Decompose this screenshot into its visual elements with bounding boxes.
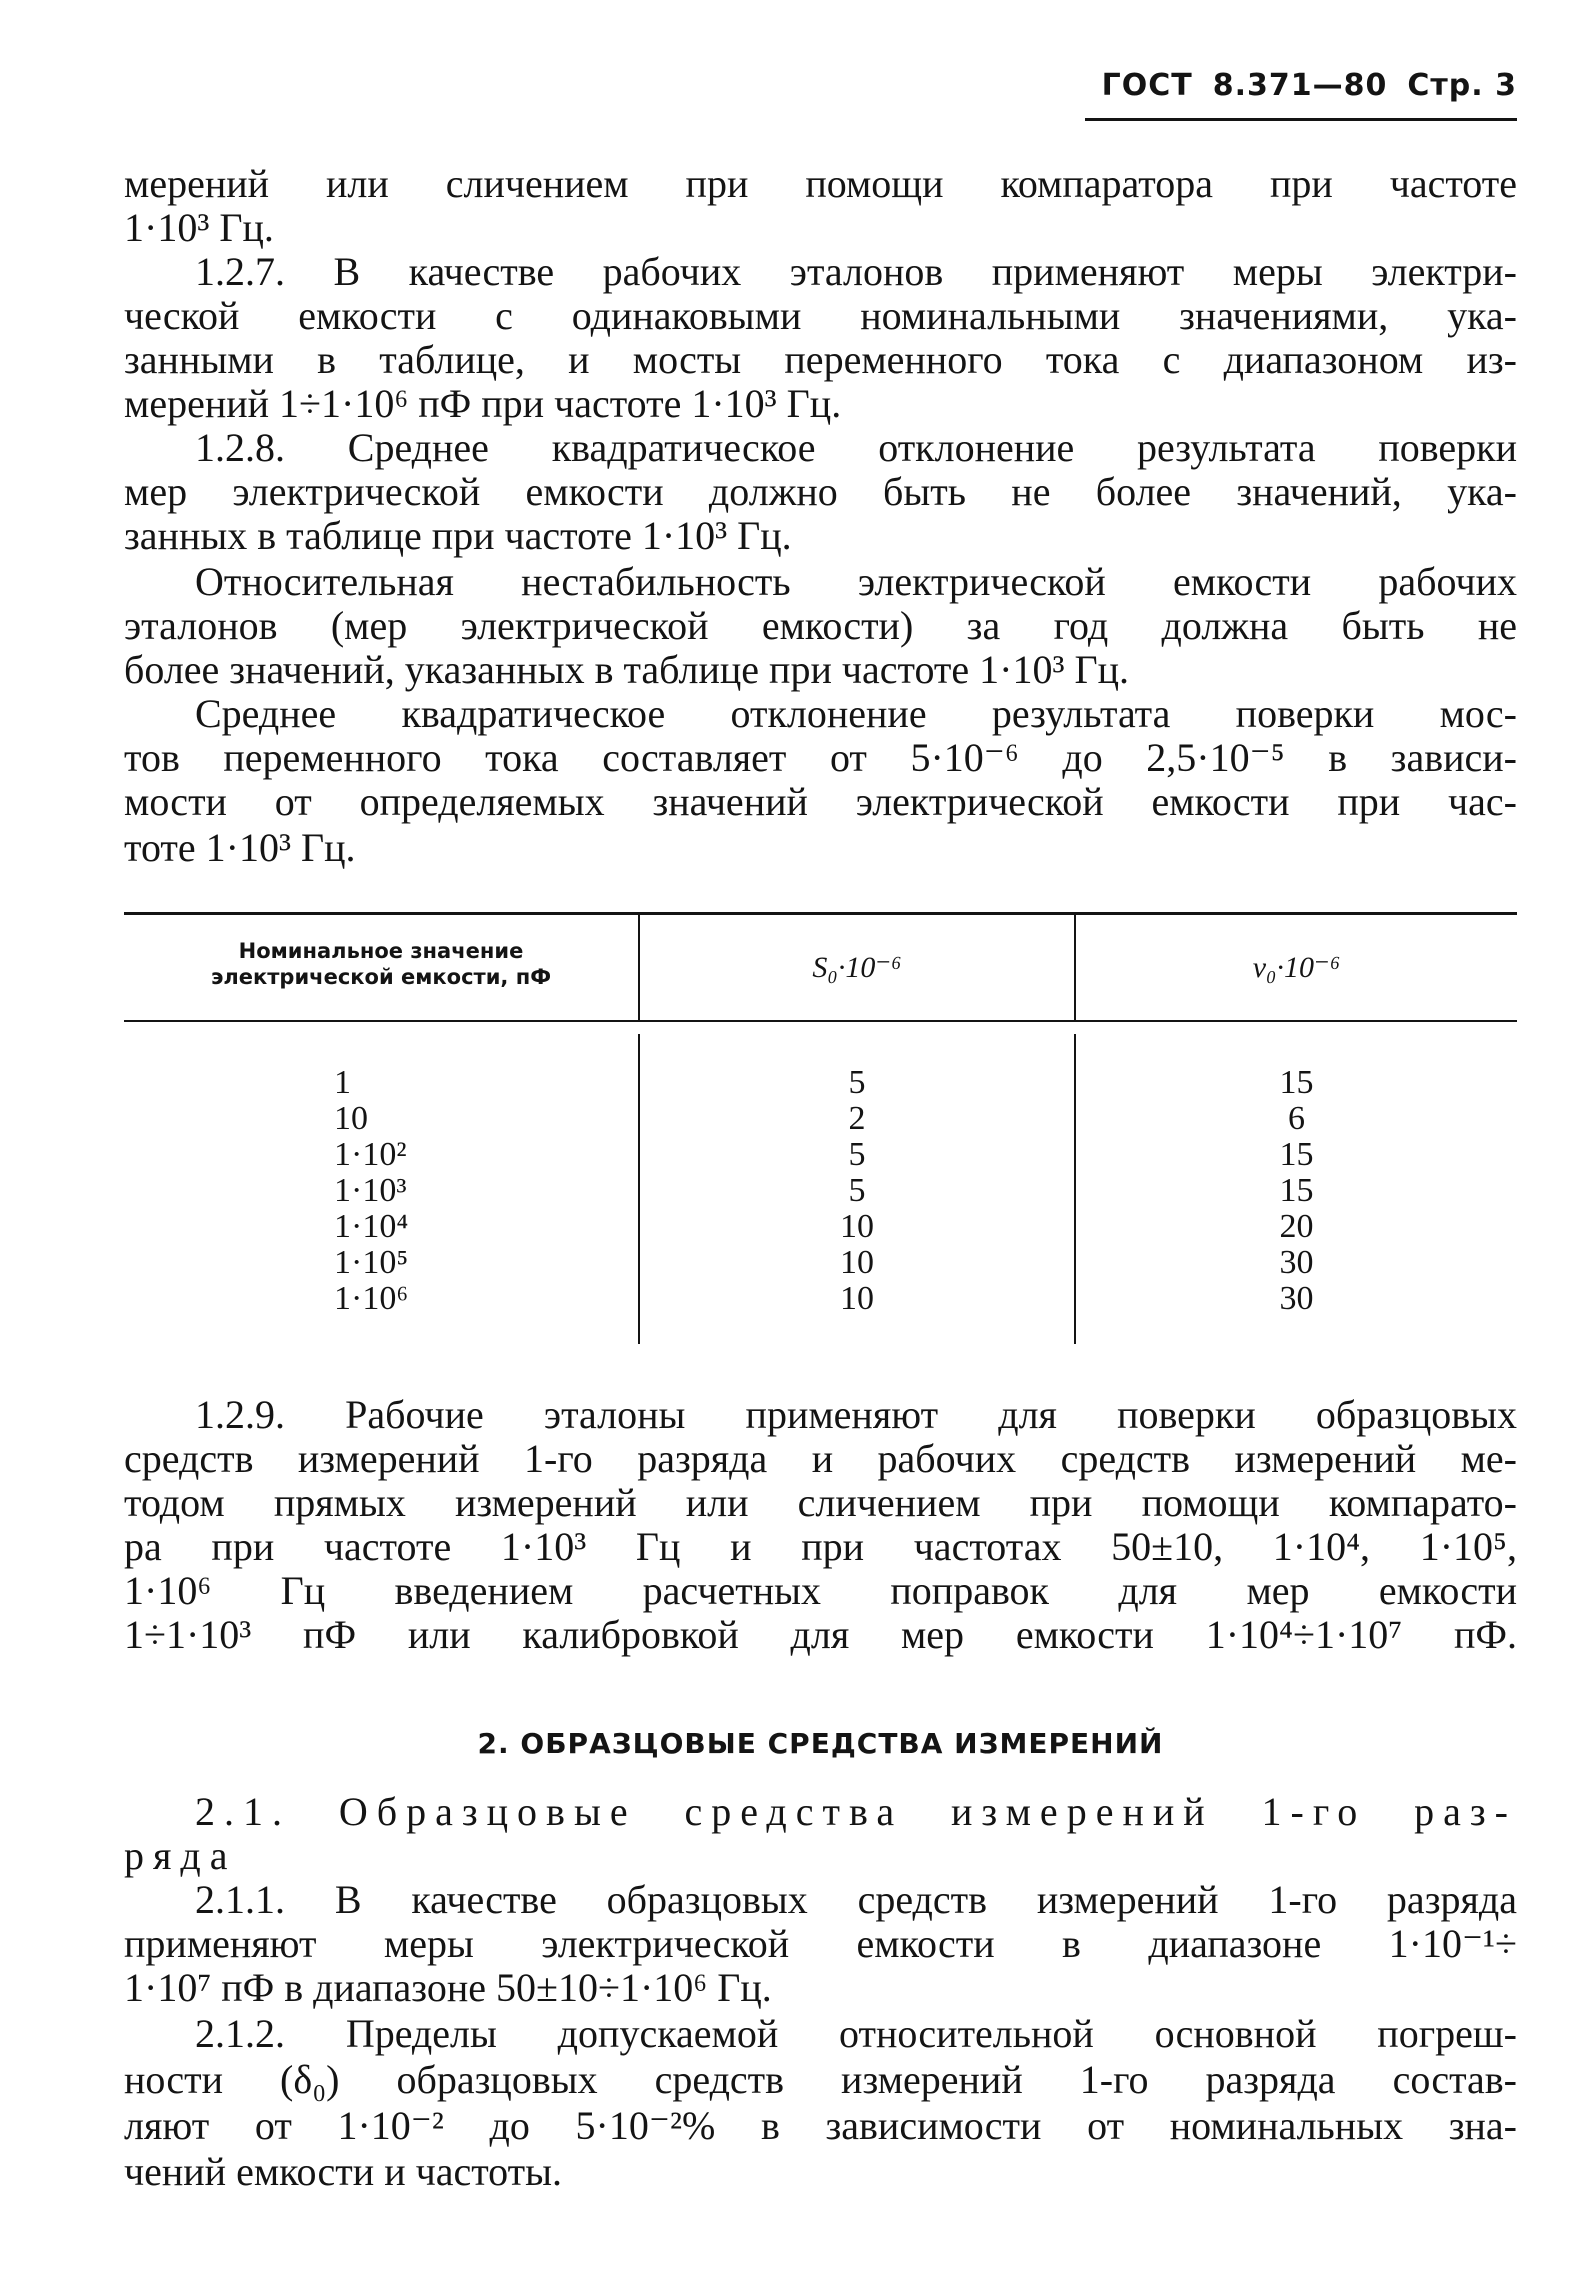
text-line: ности (δ₀) образцовых средств измерений 1-го разряда состав- — [124, 2057, 1517, 2102]
table-top-rule — [124, 912, 1517, 915]
table-cell: 1·10⁵ — [334, 1244, 409, 1281]
table-column-nu0 — [1076, 1065, 1517, 1317]
table-cell: 30 — [1279, 1244, 1314, 1281]
table-cell: 10 — [840, 1280, 874, 1317]
header-page-number: Стр. 3 — [1407, 68, 1517, 103]
text-line: мости от определяемых значений электрической емкости при час- — [124, 779, 1517, 824]
text-line: Относительная нестабильность электрической емкости рабочих — [195, 559, 1517, 604]
table-cell: 15 — [1279, 1136, 1314, 1173]
text-line: более значений, указанных в таблице при частоте 1·10³ Гц. — [124, 647, 1129, 692]
table-header-rule — [124, 1020, 1517, 1022]
text-line: 1÷1·10³ пФ или калибровкой для мер емкости 1·10⁴÷1·10⁷ пФ. — [124, 1612, 1517, 1657]
table-header-nu0: ν₀·10⁻⁶ — [1252, 951, 1341, 984]
table-column-nominal — [334, 1065, 614, 1317]
text-line: 1·10⁷ пФ в диапазоне 50±10÷1·10⁶ Гц. — [124, 1965, 772, 2010]
table-cell: 1·10² — [334, 1136, 407, 1173]
text-line: Среднее квадратическое отклонение результата поверки мос- — [195, 691, 1517, 736]
paragraph-2-1-2: 2.1.2. Пределы допускаемой относительной основной погреш- — [195, 2011, 1517, 2056]
table-cell: 5 — [848, 1172, 866, 1209]
table-cell: 10 — [840, 1244, 874, 1281]
text-line: 1·10³ Гц. — [124, 205, 274, 250]
paragraph-1-2-9: 1.2.9. Рабочие эталоны применяют для поверки образцовых — [195, 1392, 1517, 1437]
table-cell: 2 — [848, 1100, 866, 1137]
table-cell: 5 — [848, 1064, 866, 1101]
paragraph-1-2-7: 1.2.7. В качестве рабочих эталонов применяют меры электри- — [195, 249, 1517, 294]
table-cell: 1·10⁴ — [334, 1208, 409, 1245]
table-cell: 15 — [1279, 1064, 1314, 1101]
header-standard: ГОСТ — [1101, 68, 1193, 103]
page-header — [1085, 68, 1517, 103]
header-number: 8.371—80 — [1212, 68, 1388, 103]
text-line: тов переменного тока составляет от 5·10⁻⁶ до 2,5·10⁻⁵ в зависи- — [124, 735, 1517, 780]
text-line: 1·10⁶ Гц введением расчетных поправок для мер емкости — [124, 1568, 1517, 1613]
table-cell: 30 — [1279, 1280, 1314, 1317]
header-rule — [1085, 118, 1517, 121]
paragraph-1-2-8: 1.2.8. Среднее квадратическое отклонение результата поверки — [195, 425, 1517, 470]
table-cell: 10 — [840, 1208, 874, 1245]
table-cell: 15 — [1279, 1172, 1314, 1209]
text-line: мер электрической емкости должно быть не более значений, ука- — [124, 469, 1517, 514]
text-line: ляют от 1·10⁻² до 5·10⁻²% в зависимости от номинальных зна- — [124, 2103, 1517, 2148]
text-line: мерений 1÷1·10⁶ пФ при частоте 1·10³ Гц. — [124, 381, 842, 426]
text-line: занными в таблице, и мосты переменного тока с диапазоном из- — [124, 337, 1517, 382]
text-line: занных в таблице при частоте 1·10³ Гц. — [124, 513, 792, 558]
text-line: эталонов (мер электрической емкости) за год должна быть не — [124, 603, 1517, 648]
table-header-s0: S₀·10⁻⁶ — [812, 951, 902, 984]
table-cell: 5 — [848, 1136, 866, 1173]
table-cell: 1·10⁶ — [334, 1280, 409, 1317]
table-cell: 20 — [1279, 1208, 1314, 1245]
text-line: ра при частоте 1·10³ Гц и при частотах 50±10, 1·10⁴, 1·10⁵, — [124, 1524, 1517, 1569]
paragraph-2-1-1: 2.1.1. В качестве образцовых средств измерений 1-го разряда — [195, 1877, 1517, 1922]
table-column-s0 — [640, 1065, 1074, 1317]
text-line: ряда — [124, 1833, 237, 1878]
table-cell: 1 — [334, 1064, 351, 1101]
subsection-heading: 2.1. Образцовые средства измерений 1-го раз- — [195, 1789, 1517, 1834]
table-header-nominal: Номинальное значение электрической емкости, пФ — [210, 939, 552, 989]
table-cell: 1·10³ — [334, 1172, 407, 1209]
section-heading: 2. ОБРАЗЦОВЫЕ СРЕДСТВА ИЗМЕРЕНИЙ — [477, 1727, 1164, 1760]
table-cell: 6 — [1288, 1100, 1305, 1137]
text-line: чений емкости и частоты. — [124, 2149, 563, 2194]
text-line: применяют меры электрической емкости в диапазоне 1·10⁻¹÷ — [124, 1921, 1517, 1966]
text-line: средств измерений 1-го разряда и рабочих средств измерений ме- — [124, 1436, 1517, 1481]
text-line: мерений или сличением при помощи компаратора при частоте — [124, 161, 1517, 206]
text-line: тодом прямых измерений или сличением при помощи компарато- — [124, 1480, 1517, 1525]
text-line: ческой емкости с одинаковыми номинальными значениями, ука- — [124, 293, 1517, 338]
text-line: тоте 1·10³ Гц. — [124, 825, 356, 870]
table-cell: 10 — [334, 1100, 368, 1137]
